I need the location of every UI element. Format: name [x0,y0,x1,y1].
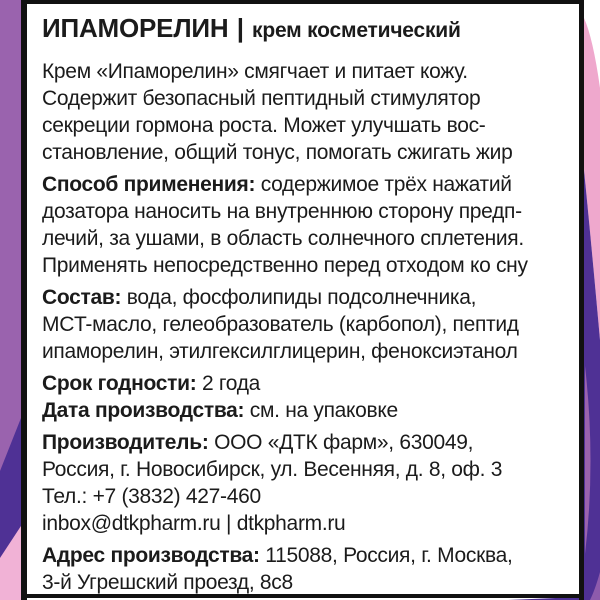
manufacturer-label: Производитель: [42,430,209,454]
composition-text: вода, фосфолипиды подсолнечника, [126,285,477,309]
composition-label: Состав: [42,285,122,309]
production-date-value: см. на упаковке [249,398,398,422]
manufacturer-text: ООО «ДТК фарм», 630049, [214,430,474,454]
manufacturer-line: Россия, г. Новосибирск, ул. Весенняя, д. 8, оф. 3 [42,457,503,481]
usage-line: лечий, за ушами, в область солнечного сплетения. [42,226,524,250]
label-panel [27,4,579,594]
intro-line: Крем «Ипаморелин» смягчает и питает кожу. [42,59,468,83]
intro-paragraph [42,58,571,166]
intro-line: секреции гормона роста. Может улучшать вос- [42,113,486,137]
usage-paragraph [42,171,571,279]
production-address-label: Адрес производства: [42,543,260,567]
intro-line: становление, общий тонус, помогать сжигать жир [42,140,513,164]
production-address-lead-line [42,542,571,569]
right-stripe-decoration [584,0,600,600]
title-separator: | [236,12,244,43]
usage-lead-line [42,171,571,198]
production-address-text: 115088, Россия, г. Москва, [265,543,513,567]
composition-line: ипаморелин, этилгексилглицерин, феноксиэтанол [42,339,518,363]
product-title-line [42,12,571,49]
usage-line: Применять непосредственно перед отходом ко сну [42,253,528,277]
usage-label: Способ применения: [42,172,256,196]
usage-line: дозатора наносить на внутреннюю сторону предп- [42,199,522,223]
left-stripe-decoration [0,0,21,600]
manufacturer-phone: Тел.: +7 (3832) 427-460 [42,484,261,508]
composition-paragraph [42,284,571,365]
production-date-label: Дата производства: [42,398,245,422]
production-address-line: 3-й Угрешский проезд, 8с8 [42,570,293,594]
manufacturer-lead-line [42,429,571,456]
composition-lead-line [42,284,571,311]
shelf-life-value: 2 года [201,371,261,395]
label-border-bottom [27,593,579,598]
shelf-life-line [42,370,571,397]
usage-text: содержимое трёх нажатий [260,172,512,196]
product-type: крем косметический [252,18,461,42]
composition-line: MCT-масло, гелеобразователь (карбопол), пептид [42,312,519,336]
manufacturer-paragraph [42,429,571,537]
manufacturer-contacts: inbox@dtkpharm.ru | dtkpharm.ru [42,511,346,535]
product-title: ИПАМОРЕЛИН [42,12,229,43]
production-date-line [42,397,571,424]
intro-line: Содержит безопасный пептидный стимулятор [42,86,481,110]
label-border-right [579,0,584,600]
shelf-life-label: Срок годности: [42,371,197,395]
shelf-life-block [42,370,571,424]
production-address-paragraph [42,542,571,594]
